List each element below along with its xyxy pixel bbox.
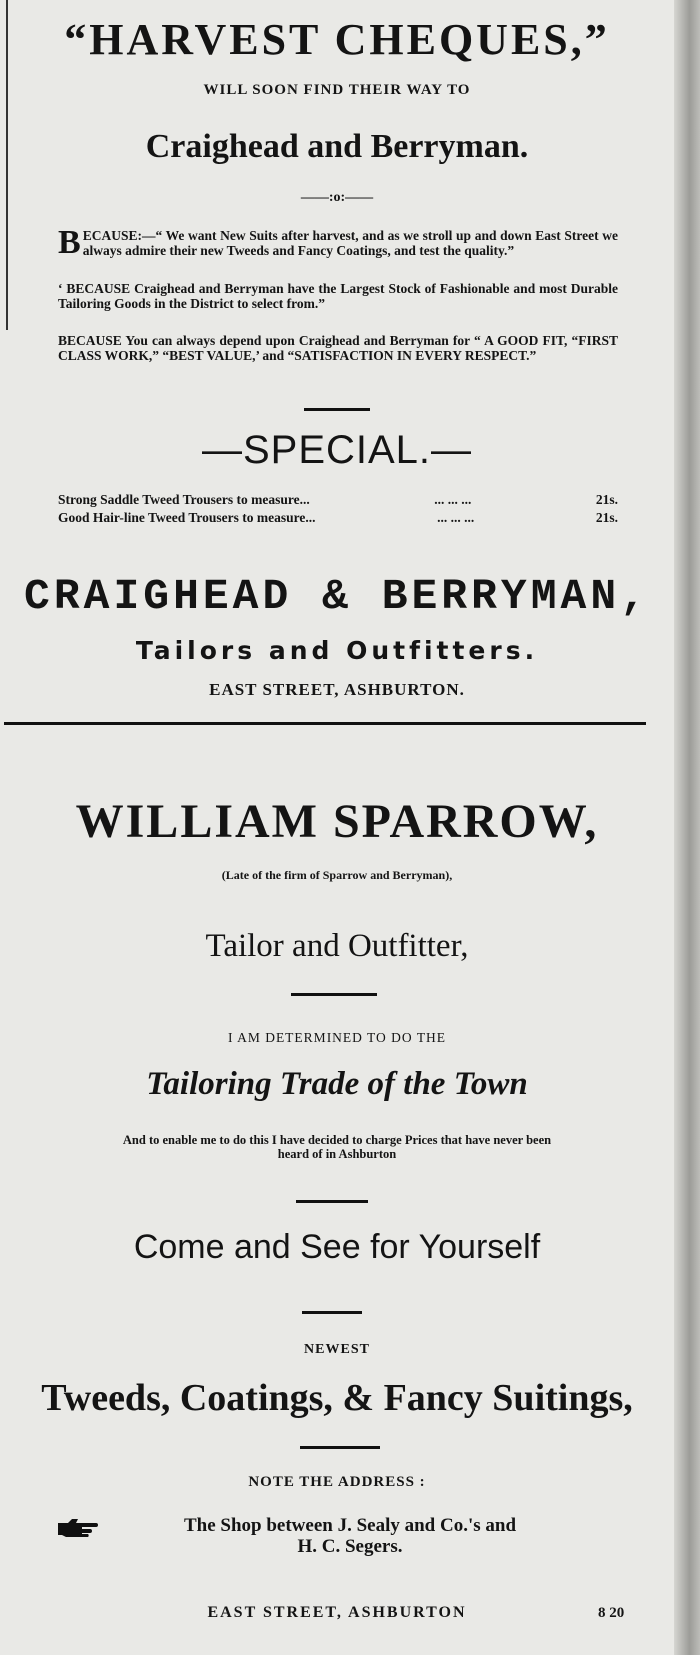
because-paragraph-1 — [58, 224, 618, 261]
price-leader: ... ... ... — [434, 492, 472, 507]
ad-headline: “HARVEST CHEQUES,” — [64, 15, 610, 64]
ad-subheadline: WILL SOON FIND THEIR WAY TO — [203, 82, 471, 98]
firm-trade: Tailors and Outfitters. — [135, 636, 539, 665]
section-rule — [304, 408, 370, 411]
page-edge-shadow — [674, 0, 700, 1655]
price-item: Strong Saddle Tweed Trousers to measure... — [58, 492, 310, 507]
section-rule — [302, 1311, 362, 1314]
shop-address: EAST STREET, ASHBURTON — [207, 1604, 467, 1621]
firm-address: EAST STREET, ASHBURTON. — [209, 680, 465, 699]
prices-statement — [0, 1133, 674, 1161]
price-value: 21s. — [595, 510, 618, 525]
price-row — [58, 510, 618, 526]
newest-label: NEWEST — [304, 1342, 370, 1357]
price-row — [58, 492, 618, 508]
price-value: 21s. — [595, 492, 618, 507]
prices-line: And to enable me to do this I have decided to charge Prices that have never been — [122, 1133, 552, 1147]
because-paragraph-3: BECAUSE You can always depend upon Craighead and Berryman for “ A GOOD FIT, “FIRST CLASS WORK,” “BEST VALUE,’ and “SATISFACTION IN EVERY RESPECT.” — [58, 333, 618, 363]
section-rule — [296, 1200, 368, 1203]
firm-name-caps: CRAIGHEAD & BERRYMAN, — [24, 572, 650, 621]
goods-heading: Tweeds, Coatings, & Fancy Suitings, — [41, 1377, 633, 1419]
price-leader: ... ... ... — [437, 510, 475, 525]
advertiser-trade: Tailor and Outfitter, — [205, 928, 469, 964]
come-and-see-heading: Come and See for Yourself — [133, 1228, 541, 1266]
shop-line: The Shop between J. Sealy and Co.'s and — [183, 1515, 517, 1536]
advertiser-name: WILLIAM SPARROW, — [75, 795, 599, 848]
because-text: ECAUSE:—“ We want New Suits after harvest, and as we stroll up and down East Street we always admire their new Tweeds and Fancy Coatings, and test the quality.” — [82, 228, 618, 258]
determined-line: I AM DETERMINED TO DO THE — [227, 1030, 447, 1045]
price-item: Good Hair-line Tweed Trousers to measure... — [58, 510, 316, 525]
ad-code: 8 20 — [598, 1605, 625, 1621]
section-rule — [300, 1446, 380, 1449]
ad-divider-rule — [4, 722, 646, 725]
section-rule — [291, 993, 377, 996]
special-heading: —SPECIAL.— — [201, 428, 473, 472]
tailoring-slogan: Tailoring Trade of the Town — [146, 1066, 528, 1102]
firm-name: Craighead and Berryman. — [145, 128, 529, 165]
shop-line: H. C. Segers. — [297, 1536, 403, 1557]
drop-cap: B — [58, 224, 81, 261]
shop-description — [140, 1515, 560, 1557]
prices-line: heard of in Ashburton — [277, 1147, 397, 1161]
ornament-divider: ——:o:—— — [300, 190, 374, 205]
pointing-hand-icon — [56, 1517, 100, 1539]
note-address-label: NOTE THE ADDRESS : — [248, 1474, 426, 1490]
former-firm-note: (Late of the firm of Sparrow and Berryman), — [221, 868, 453, 882]
because-paragraph-2: ‘ BECAUSE Craighead and Berryman have the Largest Stock of Fashionable and most Durable Tailoring Goods in the District to select from.” — [58, 281, 618, 311]
